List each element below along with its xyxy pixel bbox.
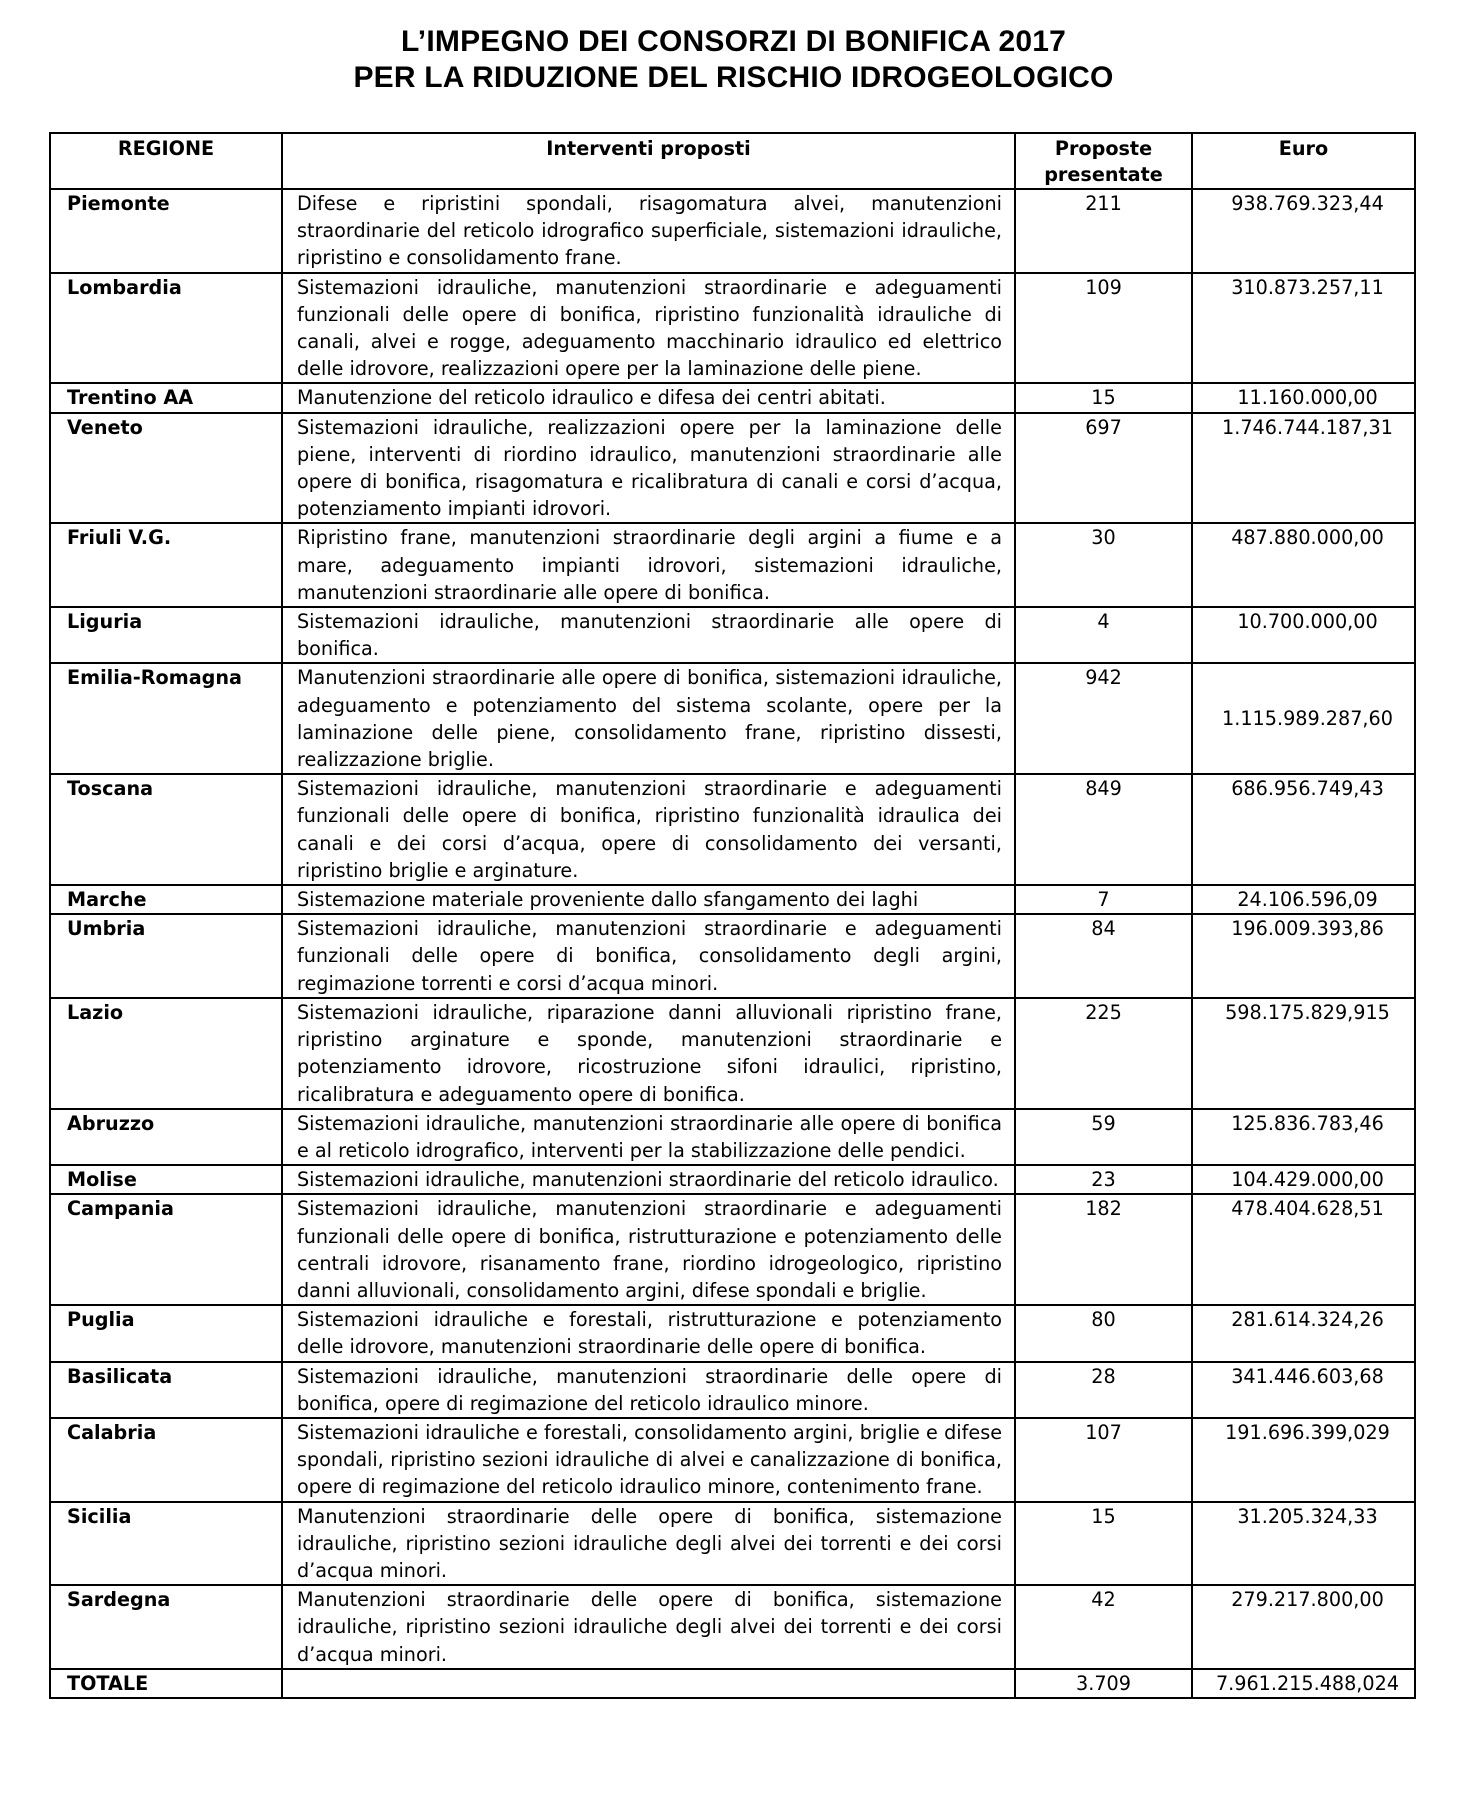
total-row [50, 1669, 1415, 1698]
cell-euro: 598.175.829,915 [1192, 998, 1415, 1109]
cell-interventi: Sistemazioni idrauliche e forestali, ristrutturazione e potenziamento delle idrovore, manutenzioni straordinarie delle opere di bonifica. [282, 1305, 1015, 1361]
cell-proposte: 109 [1015, 273, 1192, 384]
cell-euro: 341.446.603,68 [1192, 1362, 1415, 1418]
total-proposte: 3.709 [1015, 1669, 1192, 1698]
cell-proposte: 182 [1015, 1194, 1192, 1305]
table-row [50, 663, 1415, 774]
cell-euro: 1.746.744.187,31 [1192, 413, 1415, 524]
cell-regione: Abruzzo [50, 1109, 282, 1165]
interventions-table [49, 132, 1416, 1699]
cell-regione: Sardegna [50, 1585, 282, 1669]
cell-proposte: 225 [1015, 998, 1192, 1109]
cell-euro: 10.700.000,00 [1192, 607, 1415, 663]
cell-regione: Liguria [50, 607, 282, 663]
cell-interventi: Sistemazioni idrauliche, manutenzioni straordinarie alle opere di bonifica. [282, 607, 1015, 663]
cell-regione: Trentino AA [50, 383, 282, 412]
table-row [50, 413, 1415, 524]
cell-regione: Molise [50, 1165, 282, 1194]
cell-euro: 310.873.257,11 [1192, 273, 1415, 384]
cell-interventi: Sistemazione materiale proveniente dallo sfangamento dei laghi [282, 885, 1015, 914]
cell-regione: Veneto [50, 413, 282, 524]
page-title [0, 24, 1467, 96]
cell-proposte: 15 [1015, 1502, 1192, 1586]
cell-interventi: Sistemazioni idrauliche, manutenzioni straordinarie delle opere di bonifica, opere di regimazione del reticolo idraulico minore. [282, 1362, 1015, 1418]
cell-proposte: 107 [1015, 1418, 1192, 1502]
cell-proposte: 84 [1015, 914, 1192, 998]
table-row [50, 1305, 1415, 1361]
table-row [50, 523, 1415, 607]
table-row [50, 189, 1415, 273]
cell-proposte: 7 [1015, 885, 1192, 914]
cell-interventi: Sistemazioni idrauliche, manutenzioni straordinarie e adeguamenti funzionali delle opere di bonifica, ripristino funzionalità idrauliche di canali, alvei e rogge, adeguamento macchinario idraulico ed elettrico delle idrovore, realizzazioni opere per la laminazione delle piene. [282, 273, 1015, 384]
cell-interventi: Sistemazioni idrauliche e forestali, consolidamento argini, briglie e difese spondali, ripristino sezioni idrauliche di alvei e canalizzazione di bonifica, opere di regimazione del reticolo idraulico minore, contenimento frane. [282, 1418, 1015, 1502]
cell-regione: Marche [50, 885, 282, 914]
cell-proposte: 80 [1015, 1305, 1192, 1361]
cell-interventi: Manutenzioni straordinarie alle opere di bonifica, sistemazioni idrauliche, adeguamento e potenziamento del sistema scolante, opere per la laminazione delle piene, consolidamento frane, ripristino dissesti, realizzazione briglie. [282, 663, 1015, 774]
cell-euro: 196.009.393,86 [1192, 914, 1415, 998]
table-row [50, 273, 1415, 384]
total-label: TOTALE [50, 1669, 282, 1698]
cell-proposte: 211 [1015, 189, 1192, 273]
cell-proposte: 697 [1015, 413, 1192, 524]
cell-interventi: Sistemazioni idrauliche, riparazione danni alluvionali ripristino frane, ripristino arginature e sponde, manutenzioni straordinarie e potenziamento idrovore, ricostruzione sifoni idraulici, ripristino, ricalibratura e adeguamento opere di bonifica. [282, 998, 1015, 1109]
cell-interventi: Manutenzioni straordinarie delle opere di bonifica, sistemazione idrauliche, ripristino sezioni idrauliche degli alvei dei torrenti e dei corsi d’acqua minori. [282, 1502, 1015, 1586]
cell-euro: 104.429.000,00 [1192, 1165, 1415, 1194]
cell-interventi: Sistemazioni idrauliche, realizzazioni opere per la laminazione delle piene, interventi di riordino idraulico, manutenzioni straordinarie alle opere di bonifica, risagomatura e ricalibratura di canali e corsi d’acqua, potenziamento impianti idrovori. [282, 413, 1015, 524]
table-row [50, 774, 1415, 885]
table-row [50, 914, 1415, 998]
cell-regione: Lazio [50, 998, 282, 1109]
cell-euro: 279.217.800,00 [1192, 1585, 1415, 1669]
cell-euro: 487.880.000,00 [1192, 523, 1415, 607]
cell-regione: Basilicata [50, 1362, 282, 1418]
cell-proposte: 942 [1015, 663, 1192, 774]
table-row [50, 1194, 1415, 1305]
table-row [50, 1362, 1415, 1418]
table-row [50, 1418, 1415, 1502]
cell-euro: 191.696.399,029 [1192, 1418, 1415, 1502]
cell-regione: Sicilia [50, 1502, 282, 1586]
cell-euro: 478.404.628,51 [1192, 1194, 1415, 1305]
cell-euro: 686.956.749,43 [1192, 774, 1415, 885]
cell-regione: Lombardia [50, 273, 282, 384]
cell-regione: Puglia [50, 1305, 282, 1361]
header-proposte: Proposte presentate [1015, 133, 1192, 189]
cell-proposte: 4 [1015, 607, 1192, 663]
cell-interventi: Manutenzioni straordinarie delle opere di bonifica, sistemazione idrauliche, ripristino sezioni idrauliche degli alvei dei torrenti e dei corsi d’acqua minori. [282, 1585, 1015, 1669]
cell-proposte: 28 [1015, 1362, 1192, 1418]
cell-interventi: Sistemazioni idrauliche, manutenzioni straordinarie e adeguamenti funzionali delle opere di bonifica, consolidamento degli argini, regimazione torrenti e corsi d’acqua minori. [282, 914, 1015, 998]
header-row [50, 133, 1415, 189]
cell-euro: 1.115.989.287,60 [1192, 663, 1415, 774]
header-euro: Euro [1192, 133, 1415, 189]
table-row [50, 1502, 1415, 1586]
cell-euro: 125.836.783,46 [1192, 1109, 1415, 1165]
title-line-1: L’IMPEGNO DEI CONSORZI DI BONIFICA 2017 [400, 25, 1067, 58]
cell-interventi: Sistemazioni idrauliche, manutenzioni straordinarie e adeguamenti funzionali delle opere di bonifica, ristrutturazione e potenziamento delle centrali idrovore, risanamento frane, riordino idrogeologico, ripristino danni alluvionali, consolidamento argini, difese spondali e briglie. [282, 1194, 1015, 1305]
cell-regione: Friuli V.G. [50, 523, 282, 607]
cell-regione: Campania [50, 1194, 282, 1305]
cell-regione: Umbria [50, 914, 282, 998]
table-row [50, 885, 1415, 914]
cell-euro: 31.205.324,33 [1192, 1502, 1415, 1586]
table-row [50, 998, 1415, 1109]
cell-interventi: Sistemazioni idrauliche, manutenzioni straordinarie alle opere di bonifica e al reticolo idrografico, interventi per la stabilizzazione delle pendici. [282, 1109, 1015, 1165]
header-regione: REGIONE [50, 133, 282, 189]
cell-interventi: Difese e ripristini spondali, risagomatura alvei, manutenzioni straordinarie del reticolo idrografico superficiale, sistemazioni idrauliche, ripristino e consolidamento frane. [282, 189, 1015, 273]
table-row [50, 607, 1415, 663]
total-interventi [282, 1669, 1015, 1698]
cell-euro: 24.106.596,09 [1192, 885, 1415, 914]
header-interventi: Interventi proposti [282, 133, 1015, 189]
table-row [50, 1585, 1415, 1669]
cell-proposte: 849 [1015, 774, 1192, 885]
cell-interventi: Sistemazioni idrauliche, manutenzioni straordinarie e adeguamenti funzionali delle opere di bonifica, ripristino funzionalità idraulica dei canali e dei corsi d’acqua, opere di consolidamento dei versanti, ripristino briglie e arginature. [282, 774, 1015, 885]
cell-regione: Toscana [50, 774, 282, 885]
cell-interventi: Ripristino frane, manutenzioni straordinarie degli argini a fiume e a mare, adeguamento impianti idrovori, sistemazioni idrauliche, manutenzioni straordinarie alle opere di bonifica. [282, 523, 1015, 607]
cell-proposte: 59 [1015, 1109, 1192, 1165]
table-row [50, 1109, 1415, 1165]
title-line-2: PER LA RIDUZIONE DEL RISCHIO IDROGEOLOGICO [353, 61, 1114, 94]
total-euro: 7.961.215.488,024 [1192, 1669, 1415, 1698]
cell-regione: Emilia-Romagna [50, 663, 282, 774]
cell-euro: 281.614.324,26 [1192, 1305, 1415, 1361]
table-row [50, 383, 1415, 412]
table-row [50, 1165, 1415, 1194]
cell-interventi: Sistemazioni idrauliche, manutenzioni straordinarie del reticolo idraulico. [282, 1165, 1015, 1194]
cell-euro: 11.160.000,00 [1192, 383, 1415, 412]
cell-proposte: 15 [1015, 383, 1192, 412]
cell-proposte: 23 [1015, 1165, 1192, 1194]
cell-proposte: 30 [1015, 523, 1192, 607]
cell-proposte: 42 [1015, 1585, 1192, 1669]
cell-regione: Piemonte [50, 189, 282, 273]
cell-regione: Calabria [50, 1418, 282, 1502]
cell-euro: 938.769.323,44 [1192, 189, 1415, 273]
cell-interventi: Manutenzione del reticolo idraulico e difesa dei centri abitati. [282, 383, 1015, 412]
